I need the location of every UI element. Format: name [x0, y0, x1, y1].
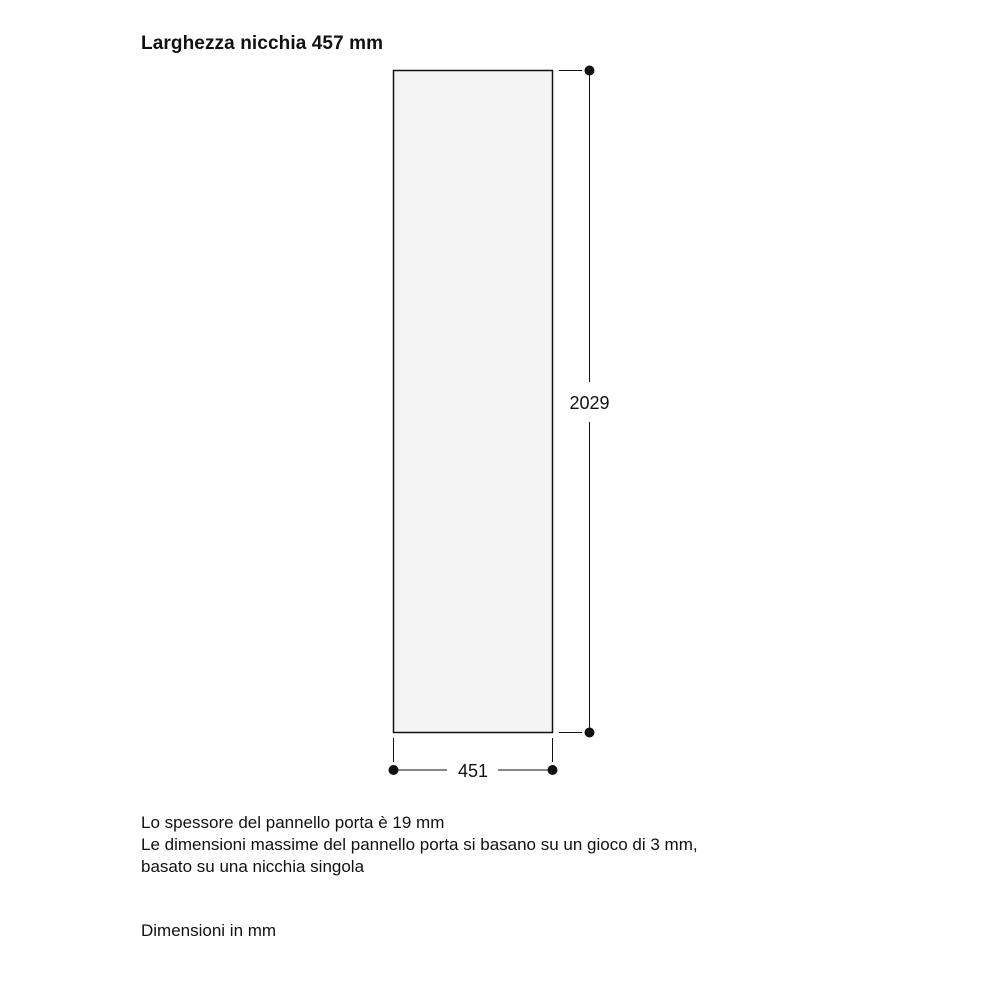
note-line-3: basato su una nicchia singola — [141, 857, 365, 876]
height-label: 2029 — [569, 393, 610, 413]
panel-notes — [141, 812, 698, 878]
height-dimension — [559, 66, 610, 738]
units-note: Dimensioni in mm — [141, 921, 277, 940]
height-endpoint-top — [585, 66, 595, 76]
height-endpoint-bottom — [585, 728, 595, 738]
width-endpoint-right — [548, 765, 558, 775]
width-label: 451 — [457, 761, 489, 781]
width-endpoint-left — [389, 765, 399, 775]
note-line-2: Le dimensioni massime del pannello porta si basano su un gioco di 3 mm, — [141, 835, 698, 854]
door-panel — [394, 71, 553, 733]
page-title: Larghezza nicchia 457 mm — [141, 33, 384, 54]
width-dimension — [389, 738, 558, 781]
note-line-1: Lo spessore del pannello porta è 19 mm — [141, 813, 445, 832]
